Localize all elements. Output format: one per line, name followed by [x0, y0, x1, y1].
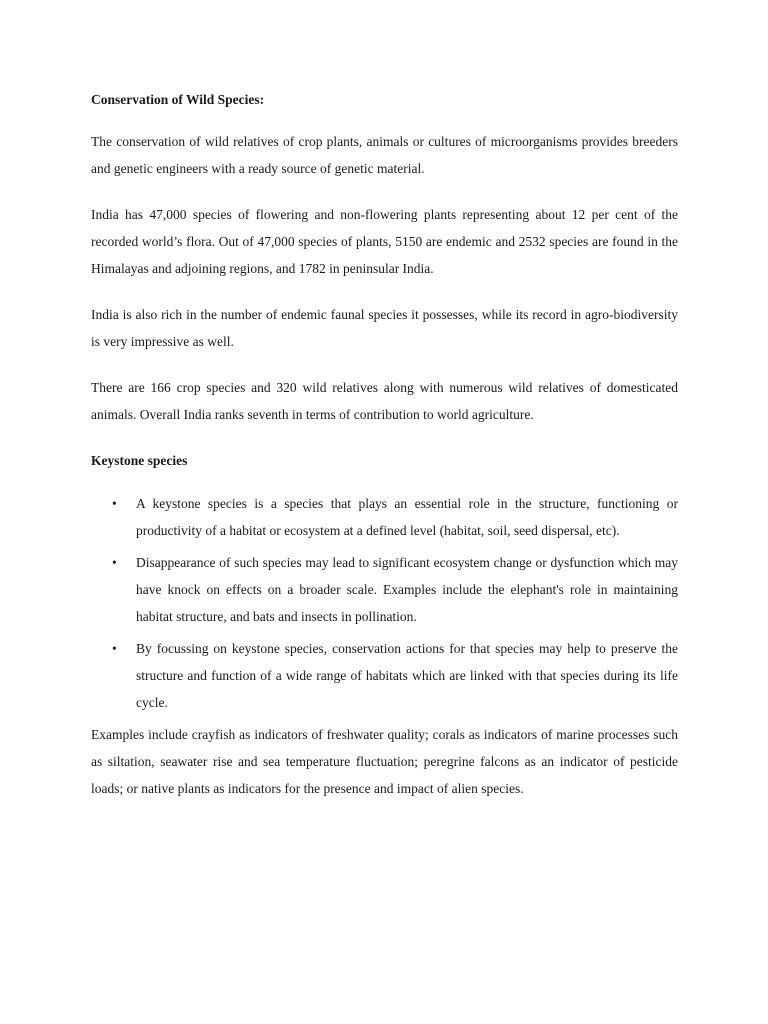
list-item — [91, 490, 678, 544]
paragraph-crop-species: There are 166 crop species and 320 wild relatives along with numerous wild relatives of domesticated animals. Overall India ranks seventh in terms of contribution to world agriculture. — [91, 380, 678, 422]
bullet-text: By focussing on keystone species, conservation actions for that species may help to preserve the structure and function of a wide range of habitats which are linked with that species during its life cycle. — [136, 641, 678, 710]
list-item — [91, 549, 678, 630]
bullet-text: A keystone species is a species that plays an essential role in the structure, functioning or productivity of a habitat or ecosystem at a defined level (habitat, soil, seed dispersal, etc). — [136, 496, 678, 538]
keystone-species-heading: Keystone species — [91, 453, 188, 468]
list-item — [91, 635, 678, 716]
bullet-icon: • — [112, 641, 117, 656]
bullet-text: Disappearance of such species may lead to significant ecosystem change or dysfunction which may have knock on effects on a broader scale. Examples include the elephant's role in maintaining habitat structure, and bats and insects in pollination. — [136, 555, 678, 624]
bullet-icon: • — [112, 555, 117, 570]
bullet-icon: • — [112, 496, 117, 511]
paragraph-genetic-material: The conservation of wild relatives of crop plants, animals or cultures of microorganisms provides breeders and genetic engineers with a ready source of genetic material. — [91, 134, 678, 176]
paragraph-endemic-fauna: India is also rich in the number of endemic faunal species it possesses, while its record in agro-biodiversity is very impressive as well. — [91, 307, 678, 349]
keystone-bullet-list — [91, 490, 678, 716]
document-page — [91, 86, 678, 802]
document-title: Conservation of Wild Species: — [91, 92, 265, 107]
paragraph-indicator-examples: Examples include crayfish as indicators of freshwater quality; corals as indicators of marine processes such as siltation, seawater rise and sea temperature fluctuation; peregrine falcons as an indicator of pesticide loads; or native plants as indicators for the presence and impact of alien species. — [91, 727, 678, 796]
paragraph-india-flora: India has 47,000 species of flowering and non-flowering plants representing about 12 per cent of the recorded world’s flora. Out of 47,000 species of plants, 5150 are endemic and 2532 species are found in the Himalayas and adjoining regions, and 1782 in peninsular India. — [91, 207, 678, 276]
